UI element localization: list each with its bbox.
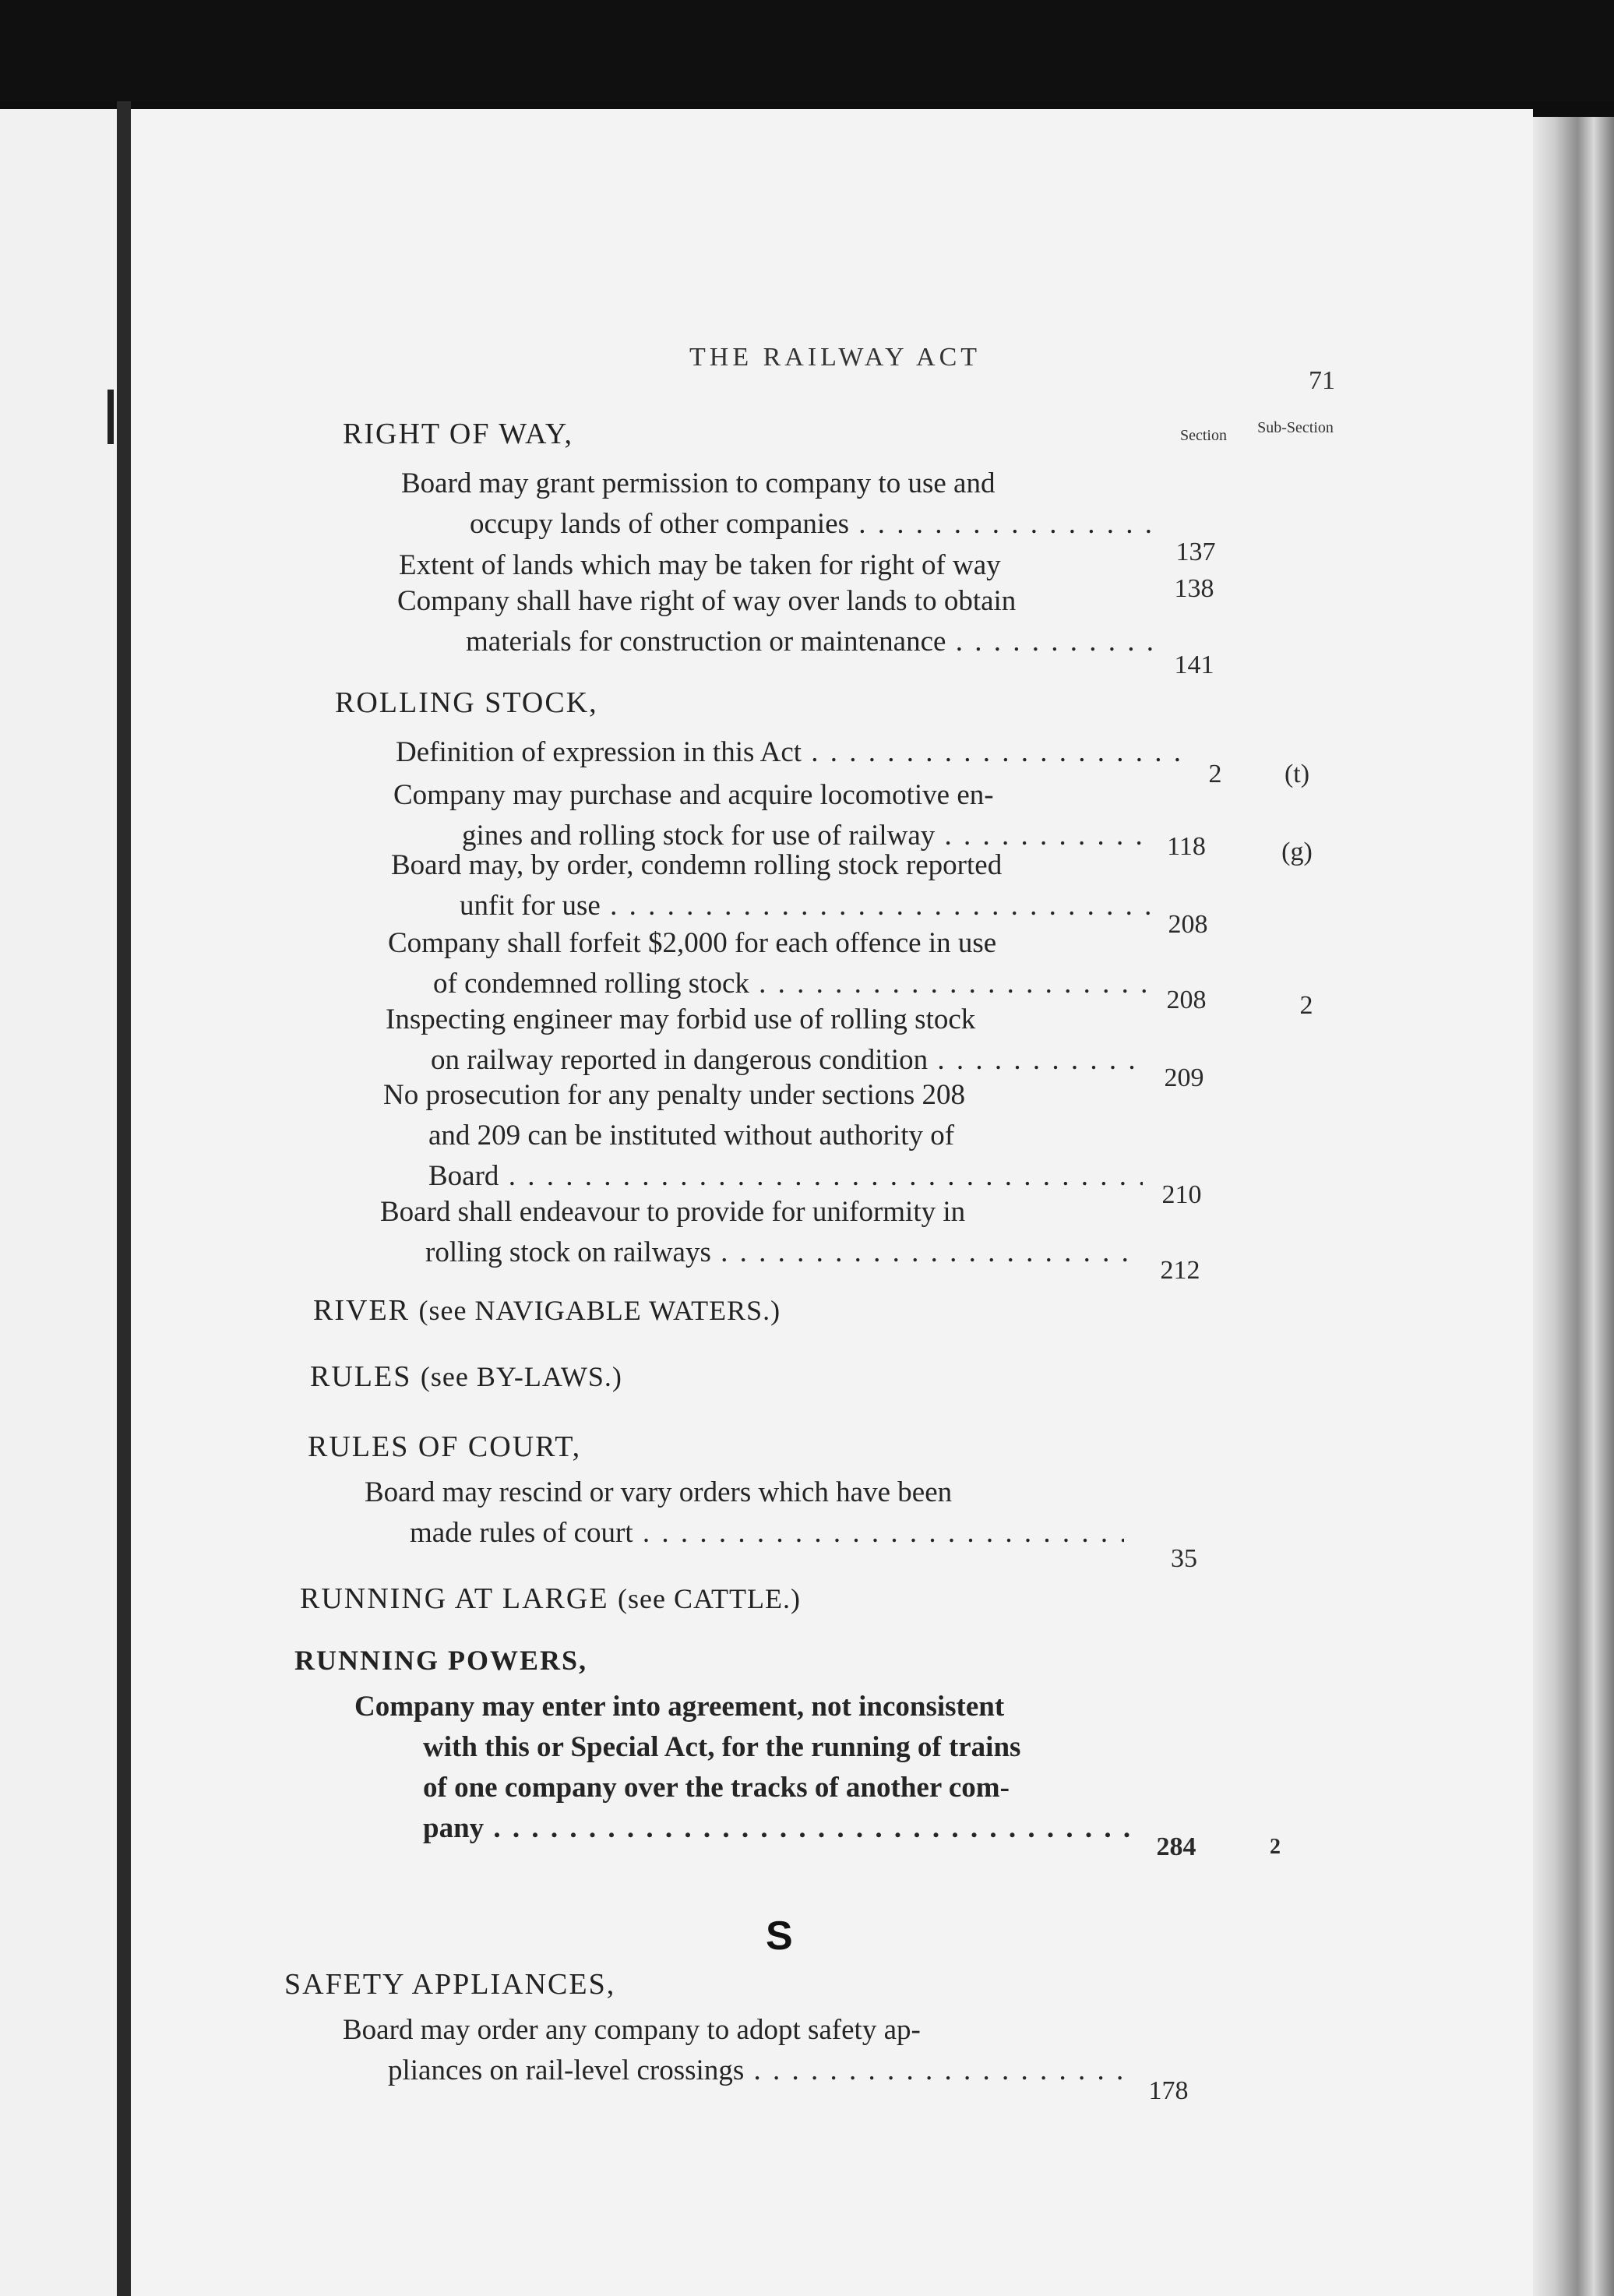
entry-line: Board shall endeavour to provide for uniformity in [380, 1196, 966, 1228]
entry-rolling-stock-6 [383, 1075, 1143, 1197]
running-head: THE RAILWAY ACT [689, 343, 981, 372]
entry-line: Company may purchase and acquire locomotive en- [393, 779, 994, 811]
entry-line: unfit for use . . . [391, 886, 1151, 926]
heading-river [313, 1293, 781, 1328]
page-edge-mark [107, 390, 114, 444]
section-number: 208 [1168, 910, 1208, 939]
entry-rolling-stock-7 [380, 1192, 1140, 1273]
sub-section-column-header: Sub-Section [1257, 419, 1334, 436]
entry-rolling-stock-1 [396, 732, 1190, 773]
entry-line: of one company over the tracks of another com- [423, 1772, 1010, 1804]
heading-running-at-large-label: RUNNING AT LARGE [300, 1582, 609, 1615]
entry-line: and 209 can be instituted without authority of [428, 1120, 955, 1152]
sub-section-number: 2 [1299, 991, 1313, 1020]
entry-line: Board may rescind or vary orders which have been [365, 1476, 953, 1508]
section-column-header: Section [1180, 427, 1227, 444]
entry-line: Board may order any company to adopt safety ap- [343, 2014, 921, 2046]
entry-right-of-way-2 [399, 545, 1158, 586]
book-gutter [117, 101, 131, 2296]
heading-rules-crossref: (see BY-LAWS.) [420, 1361, 622, 1392]
entry-rolling-stock-2 [393, 775, 1153, 856]
heading-running-at-large [300, 1582, 801, 1616]
heading-right-of-way: RIGHT OF WAY, [343, 418, 573, 450]
entry-line: Company may enter into agreement, not inconsistent [354, 1691, 1005, 1723]
entry-line: with this or Special Act, for the running of trains [423, 1731, 1021, 1763]
section-number: 35 [1171, 1544, 1197, 1573]
sub-section-number: (g) [1281, 838, 1313, 866]
entry-running-powers-1 [354, 1687, 1133, 1849]
section-number: 209 [1164, 1063, 1204, 1092]
heading-safety-appliances: SAFETY APPLIANCES, [284, 1968, 616, 2001]
entry-line: occupy lands of other companies . . . [401, 504, 1157, 545]
heading-running-powers: RUNNING POWERS, [294, 1645, 588, 1676]
section-number: 208 [1166, 986, 1207, 1014]
entry-right-of-way-3 [397, 581, 1157, 662]
entry-line: Board may, by order, condemn rolling stock reported [391, 849, 1003, 881]
entry-rolling-stock-5 [386, 1000, 1145, 1081]
facing-page-edge [0, 109, 117, 2296]
entry-line: made rules of court . . . [365, 1513, 1124, 1554]
entry-safety-appliances-1 [343, 2010, 1122, 2091]
heading-running-at-large-crossref: (see CATTLE.) [618, 1583, 801, 1614]
entry-right-of-way-1 [401, 464, 1157, 545]
heading-rules-of-court: RULES OF COURT, [308, 1430, 582, 1463]
section-number: 178 [1148, 2076, 1189, 2105]
entry-line: Definition of expression in this Act . . . [396, 732, 1190, 773]
section-number: 138 [1174, 574, 1214, 603]
entry-line: pany . . . [354, 1808, 1133, 1849]
entry-line: rolling stock on railways . . . [380, 1233, 1140, 1273]
entry-line: Board . . . [383, 1156, 1143, 1197]
section-number: 212 [1160, 1256, 1200, 1285]
entry-line: gines and rolling stock for use of railway . . . [393, 816, 1153, 856]
letter-divider: S [766, 1913, 793, 1959]
section-number: 284 [1156, 1832, 1196, 1861]
heading-river-label: RIVER [313, 1294, 410, 1327]
entry-rules-of-court-1 [365, 1472, 1124, 1554]
entry-rolling-stock-3 [391, 845, 1151, 926]
book-binding-edge [1533, 117, 1614, 2296]
sub-section-number: (t) [1284, 760, 1310, 788]
page-number: 71 [1309, 366, 1335, 395]
section-number: 141 [1174, 651, 1214, 679]
entry-line: Company shall forfeit $2,000 for each offence in use [388, 927, 997, 959]
entry-line: Board may grant permission to company to use and [401, 467, 996, 499]
entry-rolling-stock-4 [388, 923, 1147, 1004]
section-number: 210 [1161, 1180, 1202, 1209]
sub-section-number: 2 [1270, 1835, 1281, 1859]
entry-line: of condemned rolling stock . . . [388, 964, 1147, 1004]
entry-line: Company shall have right of way over lands to obtain [397, 585, 1017, 617]
entry-line: No prosecution for any penalty under sections 208 [383, 1079, 966, 1111]
heading-rules-label: RULES [310, 1360, 412, 1393]
heading-river-crossref: (see NAVIGABLE WATERS.) [418, 1295, 781, 1326]
entry-line: pliances on rail-level crossings . . . [343, 2051, 1122, 2091]
section-number: 118 [1167, 832, 1206, 861]
entry-line: on railway reported in dangerous condition . . . [386, 1040, 1145, 1081]
section-number: 137 [1175, 538, 1216, 566]
entry-line: materials for construction or maintenance . . . [397, 622, 1157, 662]
heading-rolling-stock: ROLLING STOCK, [335, 686, 598, 719]
section-number: 2 [1208, 760, 1222, 788]
entry-line: Extent of lands which may be taken for right of way [399, 549, 1001, 581]
scan-top-border [0, 0, 1614, 101]
heading-rules [310, 1360, 622, 1394]
entry-line: Inspecting engineer may forbid use of rolling stock [386, 1003, 976, 1035]
